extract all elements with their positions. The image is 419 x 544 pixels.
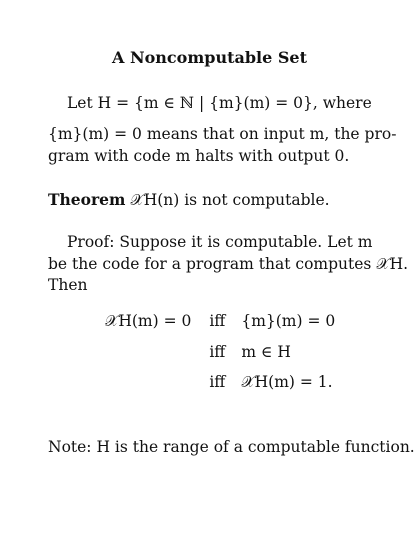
equation-relation: iff: [209, 343, 226, 361]
proof-line-2: be the code for a program that computes 𝒳H.: [48, 255, 409, 273]
equation-relation: iff: [209, 373, 226, 391]
equation-row: [105, 312, 335, 343]
equation-lhs: [105, 343, 209, 373]
equation-lhs: 𝒳H(m) = 0: [105, 312, 192, 330]
equation-row: [105, 343, 335, 373]
proof-line-3: Then: [48, 276, 88, 294]
equation-row: [105, 373, 335, 404]
equation-lhs: [105, 373, 209, 404]
note-line: Note: H is the range of a computable function.: [48, 438, 415, 456]
equation-rhs: m ∈ H: [241, 343, 291, 361]
equation-rhs: 𝒳H(m) = 1.: [241, 373, 333, 391]
theorem-statement: [48, 190, 330, 210]
equation-relation: iff: [209, 312, 226, 330]
equation-array: [105, 312, 335, 404]
theorem-label: Theorem: [48, 190, 126, 209]
proof-line-1: Proof: Suppose it is computable. Let m: [67, 233, 373, 251]
theorem-text: 𝒳H(n) is not computable.: [130, 191, 330, 209]
slide-title: A Noncomputable Set: [112, 48, 307, 67]
definition-line-2: {m}(m) = 0 means that on input m, the pro-: [48, 125, 397, 143]
definition-line-3: gram with code m halts with output 0.: [48, 147, 350, 165]
equation-rhs: {m}(m) = 0: [241, 312, 336, 330]
definition-line-1: Let H = {m ∈ ℕ | {m}(m) = 0}, where: [67, 94, 372, 112]
